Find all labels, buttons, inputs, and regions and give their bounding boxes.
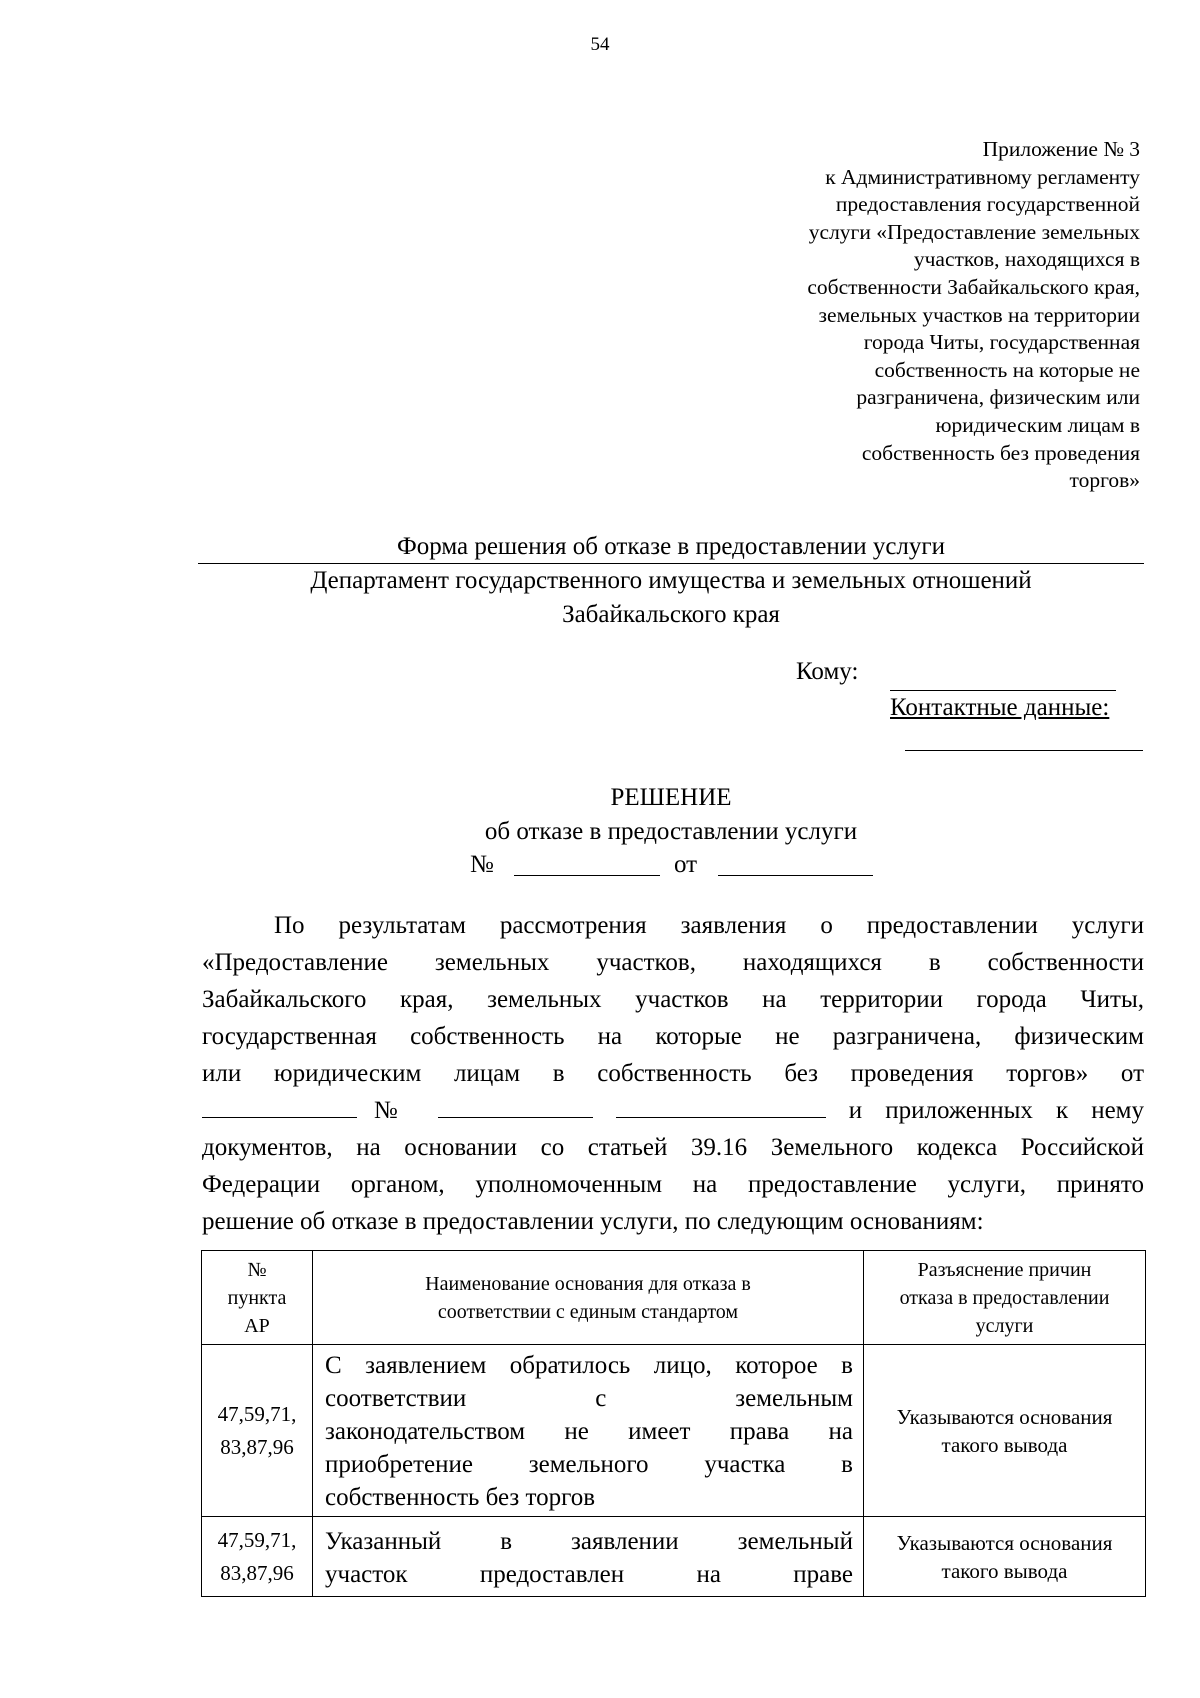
body-line: государственная собственность на которые не разграничена, физическим [202, 1023, 1144, 1050]
appendix-line: собственность на которые не [874, 357, 1140, 382]
appendix-line: города Читы, государственная [863, 330, 1140, 355]
application-number-blank[interactable] [438, 1097, 593, 1118]
header-text: Наименование основания для отказа в [425, 1272, 751, 1295]
ground-line: законодательством не имеет права на [325, 1418, 853, 1445]
decision-date-blank[interactable] [718, 875, 873, 876]
body-line: или юридическим лицам в собственность без проведения торгов» от [202, 1060, 1144, 1087]
header-ground-name [313, 1251, 864, 1345]
header-text: отказа в предоставлении [899, 1286, 1110, 1309]
body-line: документов, на основании со статьей 39.16 Земельного кодекса Российской [202, 1134, 1144, 1161]
department-line: Забайкальского края [562, 601, 780, 628]
item-number-cell [202, 1517, 313, 1597]
ground-cell [313, 1517, 864, 1597]
application-date-blank[interactable] [202, 1097, 357, 1118]
decision-subtitle: об отказе в предоставлении услуги [484, 818, 858, 845]
table-header-row [202, 1251, 1146, 1345]
ground-cell [313, 1345, 864, 1517]
appendix-line: торгов» [1069, 468, 1140, 493]
appendix-line: к Административному регламенту [825, 164, 1140, 189]
body-line: решение об отказе в предоставлении услуги, по следующим основаниям: [202, 1208, 984, 1235]
header-text: пункта [227, 1286, 287, 1309]
item-number: 47,59,71, [217, 1401, 297, 1426]
application-number-sign: № [357, 1097, 415, 1124]
header-item-number [202, 1251, 313, 1345]
header-text: услуги [975, 1314, 1034, 1337]
ground-line: приобретение земельного участка в [325, 1451, 853, 1478]
contacts-blank-line[interactable] [905, 750, 1143, 751]
ground-line: соответствии с земельным [325, 1385, 853, 1412]
explanation-line: такого вывода [941, 1432, 1068, 1457]
decision-date-label: от [674, 851, 698, 878]
ground-line: участок предоставлен на праве [325, 1560, 853, 1588]
department-name [198, 564, 1144, 632]
appendix-line: услуги «Предоставление земельных [808, 219, 1140, 244]
header-text: соответствии с единым стандартом [437, 1300, 739, 1323]
header-text: Разъяснение причин [917, 1258, 1092, 1281]
recipient-blank-line[interactable] [890, 690, 1116, 691]
recipient-label: Кому: [796, 658, 859, 685]
item-number: 47,59,71, [217, 1527, 297, 1552]
appendix-line: разграничена, физическим или [856, 385, 1140, 410]
item-number: 83,87,96 [220, 1434, 294, 1459]
decision-number-sign: № [470, 851, 494, 878]
decision-number-blank[interactable] [514, 875, 660, 876]
appendix-line: земельных участков на территории [818, 302, 1140, 327]
item-number: 83,87,96 [220, 1560, 294, 1585]
explanation-cell [864, 1517, 1146, 1597]
body-line: «Предоставление земельных участков, находящихся в собственности [202, 949, 1144, 976]
form-title: Форма решения об отказе в предоставлении услуги [198, 532, 1144, 564]
header-explanation [864, 1251, 1146, 1345]
ground-line: Указанный в заявлении земельный [325, 1527, 853, 1555]
appendix-line: юридическим лицам в [935, 412, 1140, 437]
ground-line: собственность без торгов [325, 1484, 596, 1511]
appendix-line: собственность без проведения [861, 440, 1140, 465]
appendix-line: участков, находящихся в [913, 247, 1140, 272]
table-row [202, 1345, 1146, 1517]
appendix-line: собственности Забайкальского края, [807, 274, 1140, 299]
page-number: 54 [590, 34, 610, 55]
explanation-line: Указываются основания [896, 1530, 1113, 1555]
explanation-line: такого вывода [941, 1558, 1068, 1583]
appendix-header [640, 136, 1140, 495]
body-line: По результатам рассмотрения заявления о предоставлении услуги [274, 912, 1144, 939]
appendix-line: предоставления государственной [835, 192, 1140, 217]
item-number-cell [202, 1345, 313, 1517]
header-text: № [247, 1258, 267, 1281]
decision-title: РЕШЕНИЕ [610, 784, 732, 811]
department-line: Департамент государственного имущества и земельных отношений [310, 567, 1032, 594]
body-line: Федерации органом, уполномоченным на предоставление услуги, принято [202, 1171, 1144, 1198]
refusal-grounds-table [201, 1250, 1146, 1597]
body-line: Забайкальского края, земельных участков на территории города Читы, [202, 986, 1144, 1013]
header-text: АР [244, 1314, 270, 1337]
application-extra-blank[interactable] [616, 1097, 826, 1118]
body-line-with-blanks [202, 1094, 1144, 1128]
appendix-line: Приложение № 3 [982, 137, 1140, 161]
body-line-tail: и приложенных к нему [848, 1097, 1145, 1124]
table-row [202, 1517, 1146, 1597]
explanation-cell [864, 1345, 1146, 1517]
ground-line: С заявлением обратилось лицо, которое в [325, 1352, 853, 1379]
explanation-line: Указываются основания [896, 1404, 1113, 1429]
contacts-label: Контактные данные: [890, 694, 1110, 721]
